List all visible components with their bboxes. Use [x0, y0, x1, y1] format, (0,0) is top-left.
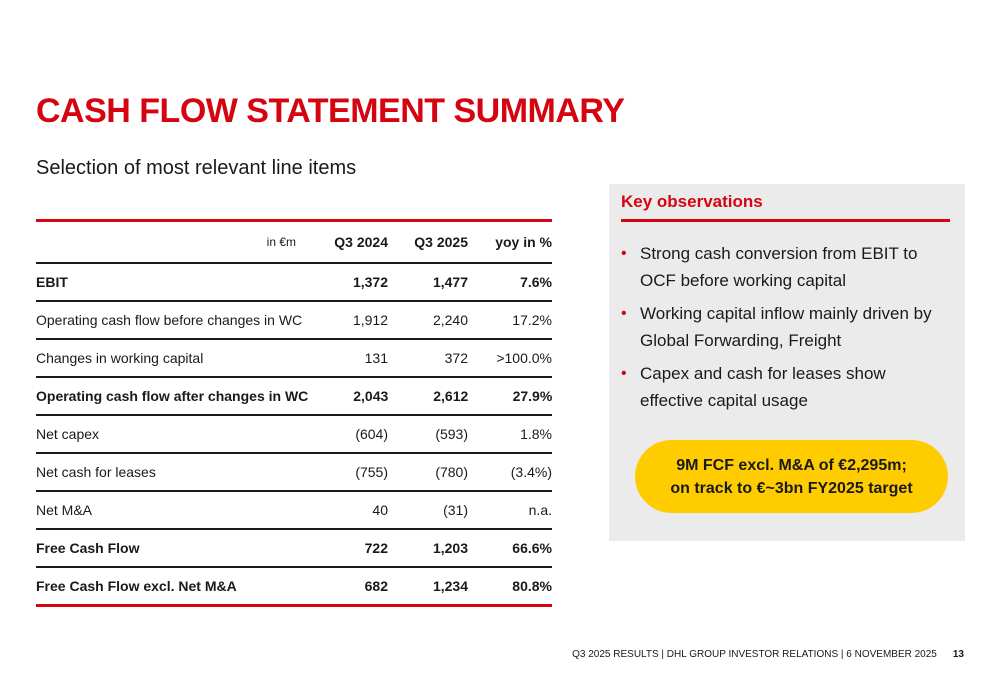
- cell-q3-2024: 131: [364, 350, 388, 366]
- page-title: CASH FLOW STATEMENT SUMMARY: [36, 92, 625, 130]
- observation-item: • Strong cash conversion from EBIT to OCF before working capital: [621, 240, 951, 294]
- cell-q3-2025: (31): [443, 502, 468, 518]
- row-label: Operating cash flow before changes in WC: [36, 312, 303, 328]
- table-row: [36, 454, 552, 492]
- table-row: [36, 378, 552, 416]
- cash-flow-table: [36, 219, 552, 607]
- row-label: Net capex: [36, 426, 100, 442]
- observation-item: • Working capital inflow mainly driven by Global Forwarding, Freight: [621, 300, 951, 354]
- cell-q3-2024: (604): [355, 426, 388, 442]
- row-label: Free Cash Flow excl. Net M&A: [36, 578, 237, 594]
- callout-line-2: on track to €~3bn FY2025 target: [670, 479, 913, 497]
- column-header-yoy: yoy in %: [495, 234, 552, 250]
- bullet-icon: •: [621, 365, 627, 382]
- cell-yoy: 27.9%: [512, 388, 553, 404]
- cell-yoy: 7.6%: [520, 274, 552, 290]
- panel-title: Key observations: [621, 192, 763, 211]
- table-row: [36, 264, 552, 302]
- footer-text: Q3 2025 RESULTS | DHL GROUP INVESTOR RELATIONS | 6 NOVEMBER 2025: [572, 649, 937, 660]
- page-subtitle: Selection of most relevant line items: [36, 157, 357, 179]
- cell-yoy: 66.6%: [512, 540, 552, 556]
- table-row: [36, 416, 552, 454]
- cell-q3-2024: 1,912: [352, 312, 388, 328]
- cell-yoy: 17.2%: [512, 312, 552, 328]
- table-row: [36, 568, 552, 607]
- table-row: [36, 530, 552, 568]
- cell-q3-2025: 1,203: [432, 540, 468, 556]
- cell-q3-2024: 682: [364, 578, 388, 594]
- cell-q3-2025: (780): [435, 464, 468, 480]
- fcf-callout: [635, 440, 948, 513]
- cell-q3-2024: 722: [364, 540, 388, 556]
- cell-q3-2025: (593): [435, 426, 468, 442]
- bullet-icon: •: [621, 305, 627, 322]
- unit-label: in €m: [266, 235, 296, 249]
- row-label: EBIT: [36, 274, 68, 290]
- cell-yoy: 80.8%: [512, 578, 552, 594]
- cell-yoy: >100.0%: [496, 350, 552, 366]
- cell-q3-2025: 2,240: [432, 312, 468, 328]
- cell-q3-2024: 2,043: [353, 388, 389, 404]
- cell-yoy: 1.8%: [520, 426, 552, 442]
- cell-q3-2025: 1,477: [432, 274, 468, 290]
- cell-yoy: n.a.: [528, 502, 552, 518]
- table-row: [36, 302, 552, 340]
- key-observations-panel: [609, 184, 965, 541]
- panel-divider: [621, 219, 950, 222]
- row-label: Free Cash Flow: [36, 540, 140, 556]
- row-label: Net cash for leases: [36, 464, 156, 480]
- column-header-q3-2024: Q3 2024: [334, 234, 388, 250]
- observation-item: • Capex and cash for leases show effective capital usage: [621, 360, 951, 414]
- row-label: Net M&A: [36, 502, 93, 518]
- page-number: 13: [952, 649, 964, 660]
- bullet-icon: •: [621, 245, 627, 262]
- cell-q3-2024: (755): [355, 464, 388, 480]
- table-row: [36, 492, 552, 530]
- cell-q3-2025: 372: [444, 350, 468, 366]
- footer: [572, 649, 964, 660]
- table-row: [36, 340, 552, 378]
- cell-q3-2024: 1,372: [352, 274, 388, 290]
- row-label: Changes in working capital: [36, 350, 204, 366]
- callout-line-1: 9M FCF excl. M&A of €2,295m;: [676, 456, 907, 474]
- observations-list: [621, 240, 951, 420]
- cell-yoy: (3.4%): [510, 464, 552, 480]
- column-header-q3-2025: Q3 2025: [414, 234, 468, 250]
- cell-q3-2025: 2,612: [433, 388, 469, 404]
- cell-q3-2025: 1,234: [432, 578, 468, 594]
- row-label: Operating cash flow after changes in WC: [36, 388, 309, 404]
- table-header-row: [36, 222, 552, 264]
- cell-q3-2024: 40: [372, 502, 388, 518]
